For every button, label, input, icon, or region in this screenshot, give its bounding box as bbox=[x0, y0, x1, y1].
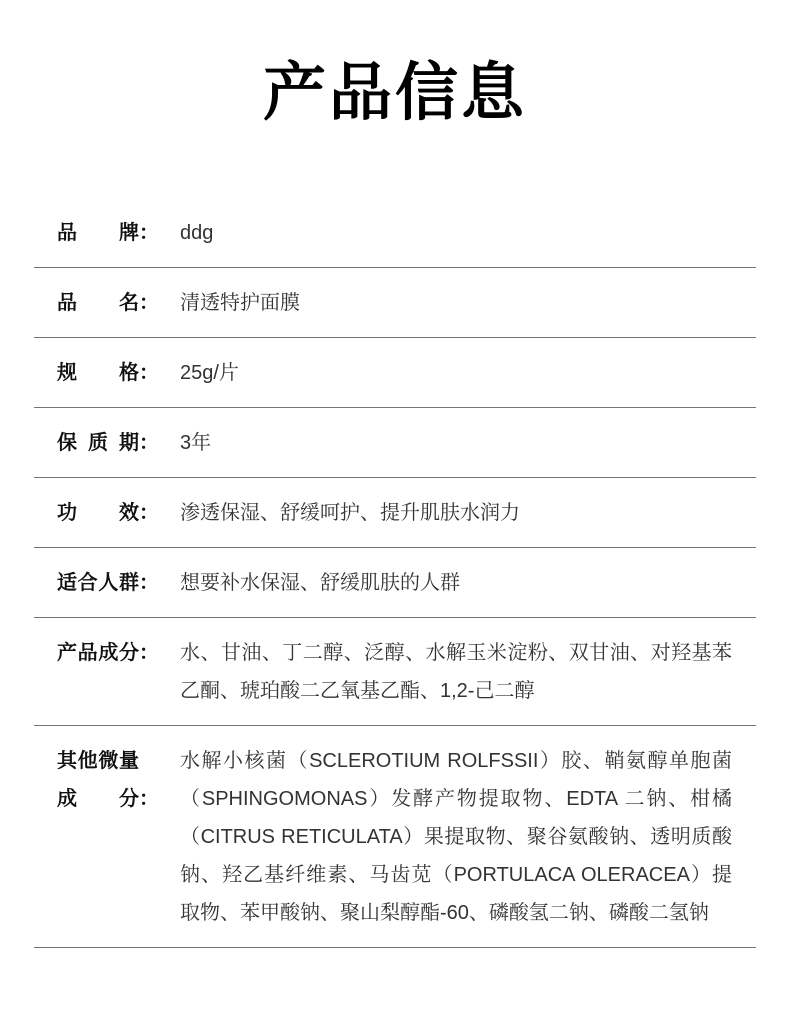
row-shelf-life-value: 3年 bbox=[180, 432, 212, 455]
row-target-users-label bbox=[57, 564, 180, 602]
row-ingredients-label-colon: ： bbox=[139, 642, 159, 665]
row-specification bbox=[34, 338, 756, 408]
row-specification-value: 25g/片 bbox=[180, 362, 239, 385]
row-target-users bbox=[34, 548, 756, 618]
row-efficacy-value: 渗透保湿、舒缓呵护、提升肌肤水润力 bbox=[180, 502, 520, 525]
row-efficacy-label-text: 功效 bbox=[57, 502, 139, 525]
row-ingredients-label bbox=[57, 634, 180, 672]
row-brand bbox=[34, 198, 756, 268]
row-target-users-value: 想要补水保湿、舒缓肌肤的人群 bbox=[180, 572, 460, 595]
row-trace-ingredients-value: 水解小核菌（SCLEROTIUM ROLFSSII）胶、鞘氨醇单胞菌（SPHINGOMONAS）发酵产物提取物、EDTA 二钠、柑橘（CITRUS RETICULATA）果提取物、聚谷氨酸钠、透明质酸钠、羟乙基纤维素、马齿苋（PORTULACA OLERACEA）提取物、苯甲酸钠、聚山梨醇酯-60、磷酸氢二钠、磷酸二氢钠 bbox=[180, 750, 732, 925]
row-product-name-value: 清透特护面膜 bbox=[180, 292, 300, 315]
row-product-name-label-colon: ： bbox=[139, 292, 159, 315]
row-specification-label-text: 规格 bbox=[57, 362, 139, 385]
row-trace-ingredients-label-text: 其他微量成分 bbox=[57, 750, 139, 811]
product-info-table bbox=[34, 198, 756, 948]
row-product-name-label-text: 品名 bbox=[57, 292, 139, 315]
row-shelf-life-label-colon: ： bbox=[139, 432, 159, 455]
row-brand-value: ddg bbox=[180, 222, 214, 245]
row-efficacy bbox=[34, 478, 756, 548]
row-shelf-life-label-text: 保质期 bbox=[57, 432, 139, 455]
row-shelf-life bbox=[34, 408, 756, 478]
row-efficacy-label-colon: ： bbox=[139, 502, 159, 525]
row-brand-label-text: 品牌 bbox=[57, 222, 139, 245]
row-product-name bbox=[34, 268, 756, 338]
row-ingredients bbox=[34, 618, 756, 726]
row-trace-ingredients-label bbox=[57, 742, 180, 818]
row-trace-ingredients bbox=[34, 726, 756, 948]
row-efficacy-label bbox=[57, 494, 180, 532]
row-ingredients-label-text: 产品成分 bbox=[57, 642, 139, 665]
row-product-name-label bbox=[57, 284, 180, 322]
page-title: 产品信息 bbox=[263, 58, 527, 128]
row-shelf-life-label bbox=[57, 424, 180, 462]
row-target-users-label-text: 适合人群 bbox=[57, 572, 139, 595]
row-target-users-label-colon: ： bbox=[139, 572, 159, 595]
row-brand-label bbox=[57, 214, 180, 252]
row-ingredients-value: 水、甘油、丁二醇、泛醇、水解玉米淀粉、双甘油、对羟基苯乙酮、琥珀酸二乙氧基乙酯、1,2-己二醇 bbox=[180, 642, 732, 703]
row-brand-label-colon: ： bbox=[139, 222, 159, 245]
row-trace-ingredients-label-colon: ： bbox=[139, 788, 159, 811]
row-specification-label bbox=[57, 354, 180, 392]
row-specification-label-colon: ： bbox=[139, 362, 159, 385]
